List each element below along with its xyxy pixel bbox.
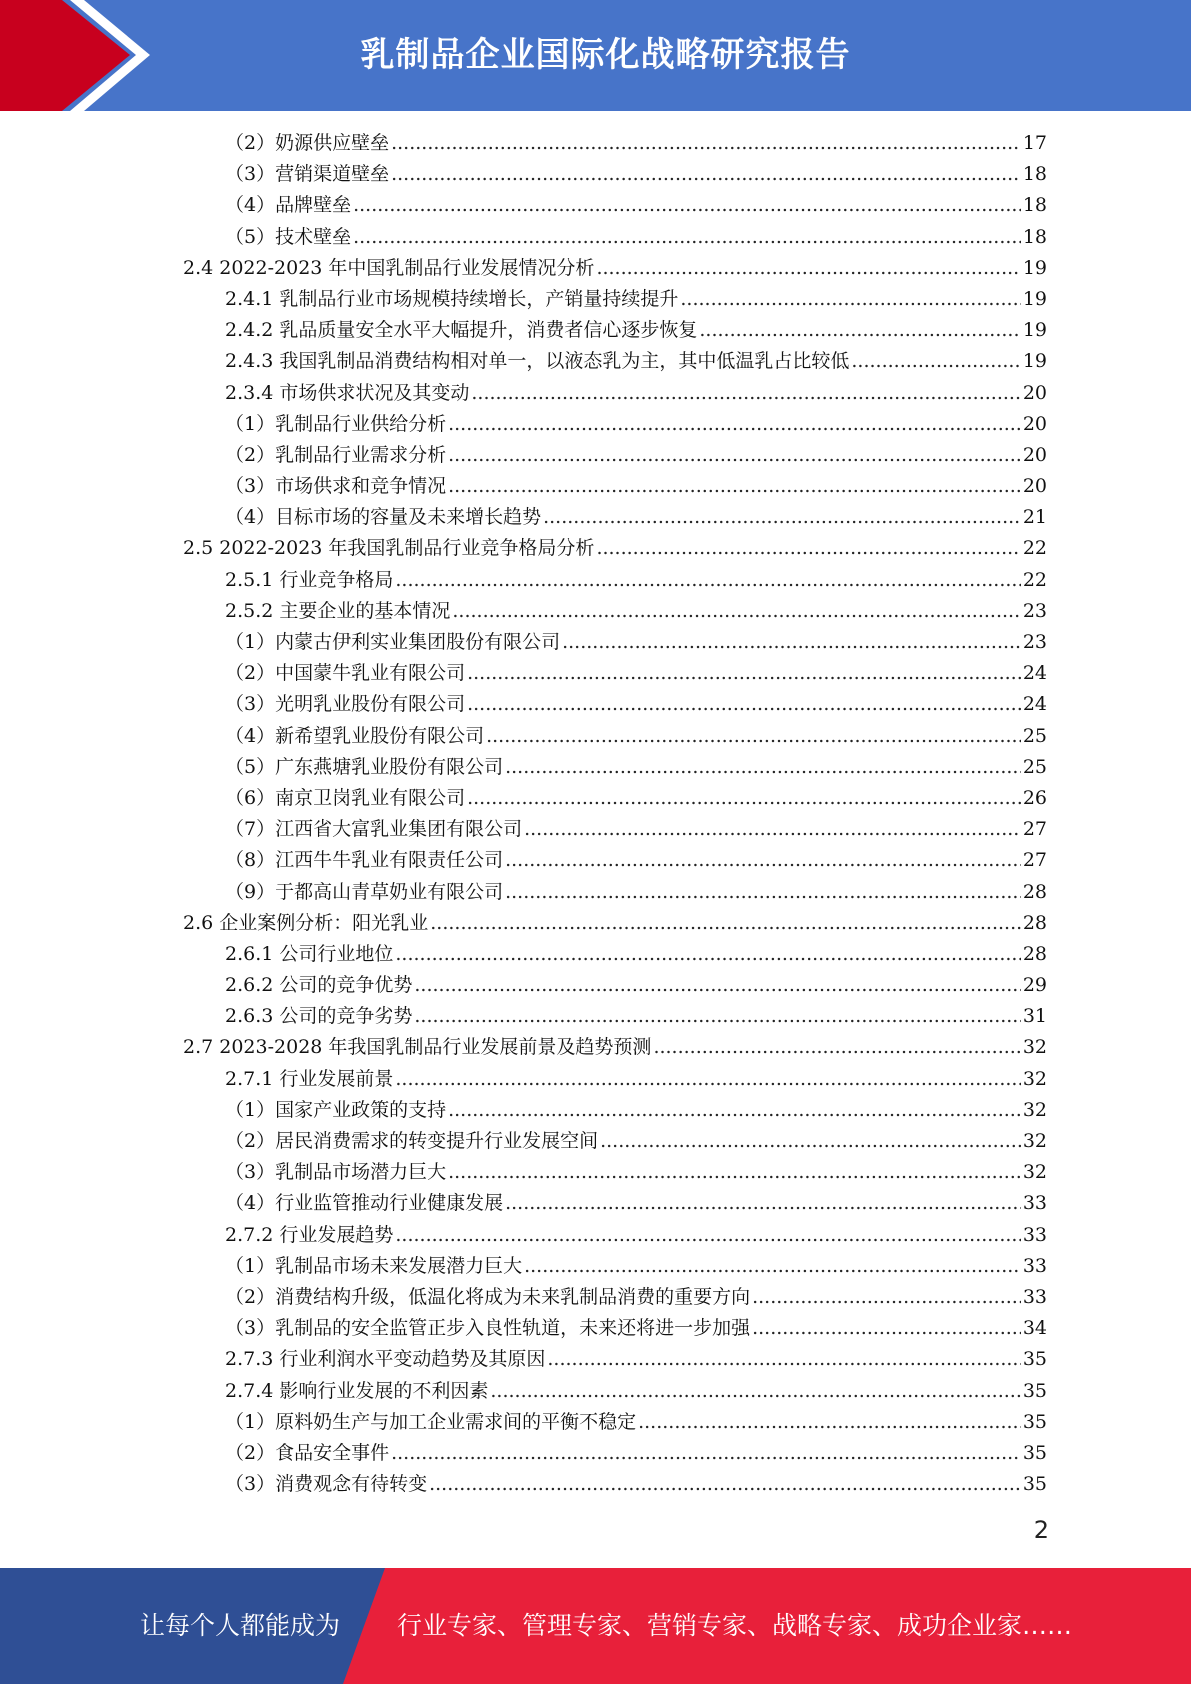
toc-dot-leader (524, 1251, 1021, 1282)
toc-entry-page: 34 (1022, 1317, 1047, 1340)
toc-entry-title: （2）食品安全事件 (225, 1441, 390, 1464)
toc-dot-leader (505, 752, 1021, 783)
toc-entry-title: 2.7.1 行业发展前景 (225, 1067, 394, 1090)
toc-entry-page: 32 (1022, 1036, 1047, 1059)
toc-entry[interactable] (0, 1376, 1047, 1407)
toc-dot-leader (653, 1032, 1020, 1063)
toc-dot-leader (547, 1344, 1020, 1375)
toc-entry[interactable] (0, 284, 1047, 315)
toc-entry-title: 2.7.4 影响行业发展的不利因素 (225, 1379, 489, 1402)
toc-entry[interactable] (0, 1469, 1047, 1500)
toc-entry[interactable] (0, 378, 1047, 409)
toc-entry[interactable] (0, 346, 1047, 377)
toc-entry-page: 22 (1022, 537, 1047, 560)
toc-dot-leader (448, 440, 1021, 471)
toc-entry-title: （4）品牌壁垒 (225, 194, 352, 217)
toc-entry[interactable] (0, 721, 1047, 752)
toc-entry-page: 29 (1022, 974, 1047, 997)
toc-entry-title: （3）市场供求和竞争情况 (225, 475, 447, 498)
toc-entry-title: 2.6.2 公司的竞争优势 (225, 974, 413, 997)
toc-entry-title: （3）乳制品的安全监管正步入良性轨道，未来还将进一步加强 (225, 1317, 751, 1340)
toc-entry-title: 2.4.3 我国乳制品消费结构相对单一，以液态乳为主，其中低温乳占比较低 (225, 350, 850, 373)
toc-entry-title: （5）技术壁垒 (225, 225, 352, 248)
footer-slogan-left: 让每个人都能成为 (140, 1611, 341, 1640)
toc-entry-title: （2）奶源供应壁垒 (225, 132, 390, 154)
toc-entry-title: （4）行业监管推动行业健康发展 (225, 1192, 504, 1215)
toc-entry-page: 19 (1022, 350, 1047, 373)
toc-dot-leader (486, 721, 1021, 752)
toc-entry-page: 25 (1022, 724, 1047, 747)
toc-entry-page: 32 (1022, 1161, 1047, 1184)
toc-entry-title: 2.5.2 主要企业的基本情况 (225, 599, 451, 622)
toc-entry[interactable] (0, 814, 1047, 845)
toc-entry-title: 2.7.3 行业利润水平变动趋势及其原因 (225, 1348, 546, 1371)
toc-entry-page: 28 (1022, 911, 1047, 934)
toc-entry[interactable] (0, 409, 1047, 440)
toc-dot-leader (467, 783, 1021, 814)
toc-entry[interactable] (0, 596, 1047, 627)
toc-entry-title: （1）乳制品市场未来发展潜力巨大 (225, 1254, 523, 1277)
toc-entry[interactable] (0, 1064, 1047, 1095)
toc-dot-leader (391, 1438, 1021, 1469)
toc-dot-leader (752, 1282, 1021, 1313)
toc-dot-leader (430, 908, 1021, 939)
toc-entry[interactable] (0, 627, 1047, 658)
toc-entry-title: （1）内蒙古伊利实业集团股份有限公司 (225, 631, 561, 653)
toc-entry-page: 33 (1022, 1254, 1047, 1277)
toc-dot-leader (414, 1001, 1020, 1032)
toc-entry-page: 35 (1022, 1410, 1047, 1433)
toc-entry-page: 22 (1022, 568, 1047, 591)
toc-entry-title: 2.4 2022-2023 年中国乳制品行业发展情况分析 (183, 256, 595, 279)
toc-entry-title: （4）目标市场的容量及未来增长趋势 (225, 506, 542, 529)
toc-entry-title: （5）广东燕塘乳业股份有限公司 (225, 755, 504, 778)
toc-entry-title: （1）国家产业政策的支持 (225, 1098, 447, 1121)
toc-entry-page: 19 (1022, 287, 1047, 310)
report-title: 乳制品企业国际化战略研究报告 (360, 35, 851, 75)
toc-entry-page: 32 (1022, 1130, 1047, 1152)
toc-entry-page: 32 (1022, 1067, 1047, 1090)
toc-dot-leader (752, 1313, 1021, 1344)
toc-entry[interactable] (0, 939, 1047, 970)
toc-entry-title: （3）营销渠道壁垒 (225, 163, 390, 186)
toc-entry-page: 33 (1022, 1285, 1047, 1308)
toc-entry[interactable] (0, 315, 1047, 346)
toc-entry-title: 2.4.2 乳品质量安全水平大幅提升，消费者信心逐步恢复 (225, 319, 698, 342)
toc-entry-page: 24 (1022, 662, 1047, 685)
toc-entry[interactable] (0, 689, 1047, 720)
toc-entry-title: （1）乳制品行业供给分析 (225, 412, 447, 435)
toc-entry-title: 2.3.4 市场供求状况及其变动 (225, 381, 470, 404)
toc-dot-leader (680, 284, 1020, 315)
toc-entry[interactable] (0, 877, 1047, 908)
toc-entry[interactable] (0, 1001, 1047, 1032)
toc-entry-title: （3）消费观念有待转变 (225, 1473, 428, 1496)
toc-entry-page: 35 (1022, 1473, 1047, 1496)
toc-entry[interactable] (0, 1188, 1047, 1219)
toc-entry[interactable] (0, 658, 1047, 689)
toc-entry-title: 2.6.3 公司的竞争劣势 (225, 1005, 413, 1028)
toc-entry-page: 27 (1022, 849, 1047, 872)
toc-dot-leader (638, 1407, 1021, 1438)
toc-dot-leader (448, 471, 1021, 502)
toc-dot-leader (505, 877, 1021, 908)
toc-entry-page: 20 (1022, 381, 1047, 404)
toc-entry[interactable] (0, 1313, 1047, 1344)
toc-entry[interactable] (0, 1282, 1047, 1313)
toc-dot-leader (505, 1188, 1021, 1219)
toc-entry[interactable] (0, 1157, 1047, 1188)
toc-entry-title: （6）南京卫岗乳业有限公司 (225, 786, 466, 809)
page-header (0, 0, 1191, 111)
toc-entry[interactable] (0, 908, 1047, 939)
toc-entry[interactable] (0, 1438, 1047, 1469)
toc-entry-title: （7）江西省大富乳业集团有限公司 (225, 818, 523, 841)
toc-entry-page: 19 (1022, 319, 1047, 342)
toc-dot-leader (395, 939, 1020, 970)
toc-dot-leader (414, 970, 1020, 1001)
toc-entry-page: 17 (1022, 132, 1047, 154)
toc-dot-leader (395, 1220, 1020, 1251)
toc-dot-leader (699, 315, 1020, 346)
toc-entry-title: （2）消费结构升级，低温化将成为未来乳制品消费的重要方向 (225, 1285, 751, 1308)
toc-entry[interactable] (0, 222, 1047, 253)
toc-dot-leader (505, 845, 1021, 876)
toc-dot-leader (395, 565, 1020, 596)
toc-entry-title: （2）乳制品行业需求分析 (225, 443, 447, 466)
toc-dot-leader (467, 658, 1021, 689)
toc-entry-page: 25 (1022, 755, 1047, 778)
toc-entry-page: 33 (1022, 1223, 1047, 1246)
toc-entry[interactable] (0, 253, 1047, 284)
toc-entry[interactable] (0, 1251, 1047, 1282)
toc-entry-title: （2）居民消费需求的转变提升行业发展空间 (225, 1130, 599, 1152)
toc-entry-title: （1）原料奶生产与加工企业需求间的平衡不稳定 (225, 1410, 637, 1433)
page-number: 2 (1033, 1516, 1049, 1544)
toc-entry-page: 32 (1022, 1098, 1047, 1121)
toc-entry[interactable] (0, 970, 1047, 1001)
footer-slogan-right: 行业专家、管理专家、营销专家、战略专家、成功企业家…… (397, 1611, 1073, 1640)
toc-entry-title: （9）于都高山青草奶业有限公司 (225, 880, 504, 903)
toc-entry[interactable] (0, 1095, 1047, 1126)
toc-entry[interactable] (0, 1407, 1047, 1438)
toc-entry-page: 26 (1022, 786, 1047, 809)
toc-entry-title: 2.5.1 行业竞争格局 (225, 568, 394, 591)
toc-entry-page: 35 (1022, 1348, 1047, 1371)
toc-entry-page: 18 (1022, 163, 1047, 186)
toc-entry[interactable] (0, 1220, 1047, 1251)
toc-entry-title: （3）乳制品市场潜力巨大 (225, 1161, 447, 1184)
toc-dot-leader (429, 1469, 1021, 1500)
toc-dot-leader (353, 222, 1021, 253)
toc-entry-page: 35 (1022, 1379, 1047, 1402)
toc-dot-leader (391, 159, 1021, 190)
toc-dot-leader (471, 378, 1020, 409)
toc-entry-page: 20 (1022, 412, 1047, 435)
toc-dot-leader (490, 1376, 1020, 1407)
toc-entry[interactable] (0, 190, 1047, 221)
toc-dot-leader (448, 1157, 1021, 1188)
toc-entry-page: 28 (1022, 942, 1047, 965)
toc-entry[interactable] (0, 502, 1047, 533)
toc-dot-leader (353, 190, 1021, 221)
toc-entry-title: （8）江西牛牛乳业有限责任公司 (225, 849, 504, 872)
toc-entry[interactable] (0, 783, 1047, 814)
toc-dot-leader (452, 596, 1020, 627)
toc-dot-leader (851, 346, 1020, 377)
toc-entry-title: （3）光明乳业股份有限公司 (225, 693, 466, 716)
toc-entry[interactable] (0, 752, 1047, 783)
toc-entry-page: 24 (1022, 693, 1047, 716)
toc-entry-title: 2.7.2 行业发展趋势 (225, 1223, 394, 1246)
page-footer (0, 1568, 1191, 1684)
toc-entry[interactable] (0, 440, 1047, 471)
toc-dot-leader (448, 409, 1021, 440)
toc-entry-page: 18 (1022, 194, 1047, 217)
toc-entry-title: 2.6 企业案例分析：阳光乳业 (183, 911, 429, 934)
toc-entry-page: 18 (1022, 225, 1047, 248)
toc-dot-leader (596, 533, 1020, 564)
toc-entry-page: 33 (1022, 1192, 1047, 1215)
toc-entry[interactable] (0, 1344, 1047, 1375)
toc-entry-page: 21 (1022, 506, 1047, 529)
toc-entry-title: 2.7 2023-2028 年我国乳制品行业发展前景及趋势预测 (183, 1036, 652, 1059)
toc-dot-leader (562, 627, 1021, 658)
toc-dot-leader (524, 814, 1021, 845)
toc-dot-leader (600, 1126, 1021, 1157)
toc-dot-leader (391, 128, 1021, 159)
toc-entry-title: （4）新希望乳业股份有限公司 (225, 724, 485, 747)
toc-entry-page: 19 (1022, 256, 1047, 279)
toc-entry-title: （2）中国蒙牛乳业有限公司 (225, 662, 466, 685)
toc-dot-leader (448, 1095, 1021, 1126)
toc-entry[interactable] (0, 565, 1047, 596)
toc-entry-page: 20 (1022, 443, 1047, 466)
toc-entry-page: 23 (1022, 599, 1047, 622)
toc-entry[interactable] (0, 159, 1047, 190)
toc-entry-title: 2.6.1 公司行业地位 (225, 942, 394, 965)
toc-entry-page: 20 (1022, 475, 1047, 498)
toc-entry[interactable] (0, 845, 1047, 876)
toc-entry-page: 28 (1022, 880, 1047, 903)
toc-dot-leader (543, 502, 1021, 533)
toc-entry[interactable] (0, 128, 1047, 159)
toc-entry-page: 35 (1022, 1441, 1047, 1464)
toc-dot-leader (467, 689, 1021, 720)
toc-entry-title: 2.5 2022-2023 年我国乳制品行业竞争格局分析 (183, 537, 595, 560)
toc-entry[interactable] (0, 471, 1047, 502)
toc-entry-title: 2.4.1 乳制品行业市场规模持续增长，产销量持续提升 (225, 287, 679, 310)
toc-entry-page: 23 (1022, 631, 1047, 653)
toc-entry[interactable] (0, 1032, 1047, 1063)
toc-entry-page: 27 (1022, 818, 1047, 841)
toc-entry-page: 31 (1022, 1005, 1047, 1028)
toc-entry[interactable] (0, 1126, 1047, 1157)
toc-dot-leader (395, 1064, 1020, 1095)
toc-dot-leader (596, 253, 1020, 284)
toc-entry[interactable] (0, 533, 1047, 564)
table-of-contents (0, 128, 1191, 1500)
